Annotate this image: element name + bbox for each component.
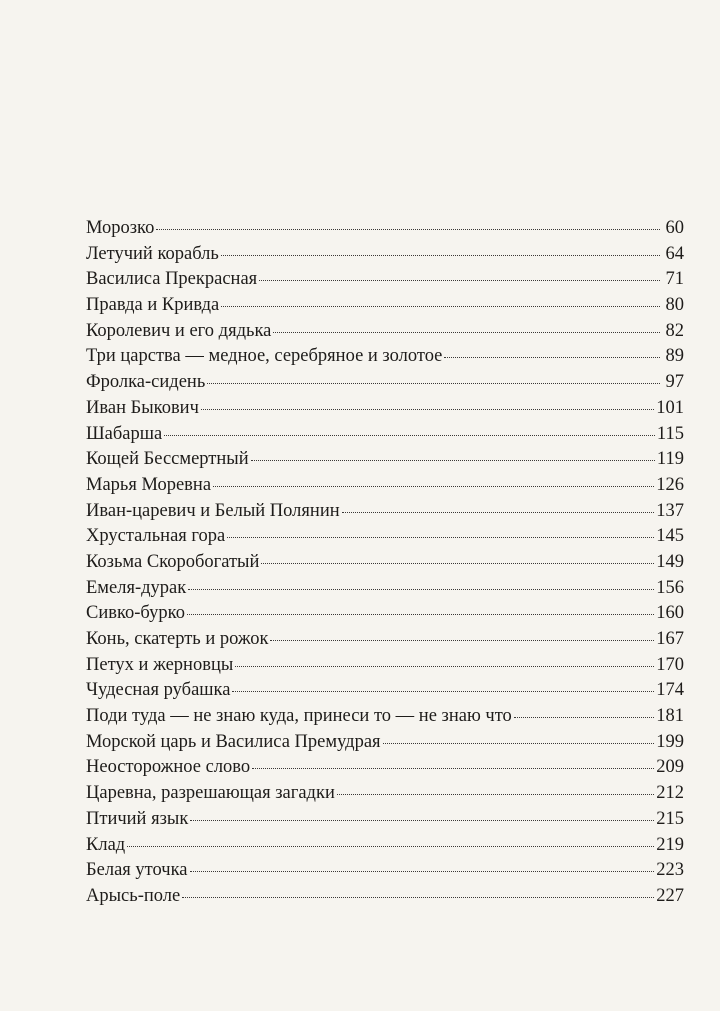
dot-leader — [190, 870, 655, 872]
toc-entry-page-number: 71 — [665, 269, 684, 290]
toc-entry-page-number: 101 — [656, 397, 684, 418]
toc-entry-title: Летучий корабль — [86, 243, 219, 264]
toc-entry-title: Конь, скатерть и рожок — [86, 629, 269, 649]
toc-entry-page-number: 160 — [656, 603, 684, 624]
toc-entry-page-number: 115 — [656, 423, 684, 444]
toc-entry-page-number: 156 — [656, 577, 684, 598]
toc-entry-page-number: 212 — [656, 783, 684, 804]
toc-entry-title: Правда и Кривда — [86, 295, 220, 316]
toc-entry-page-number: 181 — [656, 706, 684, 727]
toc-entry — [86, 524, 684, 550]
toc-entry-page-number: 126 — [656, 474, 684, 495]
toc-entry — [86, 396, 684, 422]
dot-leader — [251, 459, 655, 461]
toc-entry-page-number: 227 — [656, 885, 684, 906]
toc-entry — [86, 499, 684, 525]
dot-leader — [221, 254, 660, 256]
toc-entry-title: Арысь-поле — [86, 885, 181, 906]
dot-leader — [207, 382, 660, 384]
toc-entry — [86, 601, 684, 627]
toc-entry-title: Белая уточка — [86, 860, 188, 881]
toc-entry-title: Поди туда — не знаю куда, принеси то — не знаю что — [86, 706, 512, 727]
toc-entry-title: Емеля-дурак — [86, 577, 187, 598]
toc-entry-title: Шабарша — [86, 423, 163, 444]
toc-entry-title: Сивко-бурко — [86, 603, 185, 624]
dot-leader — [252, 767, 654, 769]
dot-leader — [182, 896, 654, 898]
toc-entry-page-number: 119 — [656, 449, 684, 470]
toc-entry-page-number: 219 — [656, 834, 684, 855]
toc-entry-page-number: 199 — [656, 731, 684, 752]
toc-entry-title: Морозко — [86, 218, 155, 238]
toc-entry-title: Хрустальная гора — [86, 526, 226, 547]
toc-entry — [86, 833, 684, 859]
dot-leader — [156, 228, 660, 230]
dot-leader — [188, 588, 654, 590]
toc-entry-page-number: 174 — [656, 680, 684, 701]
dot-leader — [164, 434, 655, 436]
dot-leader — [190, 819, 654, 821]
toc-entry-page-number: 82 — [665, 320, 684, 341]
dot-leader — [213, 485, 654, 487]
dot-leader — [444, 356, 660, 358]
toc-entry-title: Клад — [86, 834, 126, 855]
toc-entry — [86, 447, 684, 473]
toc-entry-title: Королевич и его дядька — [86, 320, 272, 341]
toc-entry — [86, 755, 684, 781]
toc-entry — [86, 576, 684, 602]
toc-entry-title: Петух и жерновцы — [86, 654, 234, 675]
dot-leader — [337, 793, 654, 795]
toc-entry-title: Птичий язык — [86, 808, 189, 829]
toc-entry-title: Неосторожное слово — [86, 757, 251, 778]
toc-entry-title: Иван-царевич и Белый Полянин — [86, 500, 340, 521]
toc-entry-page-number: 170 — [656, 654, 684, 675]
toc-entry — [86, 293, 684, 319]
toc-entry — [86, 370, 684, 396]
toc-entry-page-number: 97 — [665, 372, 684, 393]
toc-entry — [86, 704, 684, 730]
toc-entry — [86, 422, 684, 448]
toc-entry — [86, 242, 684, 268]
toc-entry-page-number: 137 — [656, 500, 684, 521]
toc-entry — [86, 858, 684, 884]
toc-entry — [86, 730, 684, 756]
dot-leader — [514, 716, 654, 718]
dot-leader — [187, 613, 654, 615]
toc-entry-title: Кощей Бессмертный — [86, 449, 249, 470]
toc-entry — [86, 319, 684, 345]
toc-entry-page-number: 149 — [656, 551, 684, 572]
toc-entry — [86, 216, 684, 242]
dot-leader — [270, 639, 654, 641]
dot-leader — [232, 690, 654, 692]
toc-entry — [86, 627, 684, 653]
toc-entry-title: Козьма Скоробогатый — [86, 551, 260, 572]
table-of-contents — [86, 216, 684, 910]
toc-entry-title: Морской царь и Василиса Премудрая — [86, 731, 381, 752]
toc-entry — [86, 344, 684, 370]
toc-entry — [86, 267, 684, 293]
toc-entry-title: Василиса Прекрасная — [86, 269, 258, 290]
toc-entry-title: Фролка-сидень — [86, 372, 206, 393]
toc-entry-page-number: 215 — [656, 808, 684, 829]
toc-entry-page-number: 145 — [656, 526, 684, 547]
toc-entry-title: Чудесная рубашка — [86, 680, 231, 701]
toc-entry — [86, 781, 684, 807]
toc-entry-page-number: 223 — [656, 860, 684, 881]
toc-entry-title: Царевна, разрешающая загадки — [86, 783, 335, 804]
dot-leader — [383, 742, 655, 744]
toc-entry-page-number: 89 — [665, 346, 684, 367]
dot-leader — [227, 536, 654, 538]
toc-entry — [86, 550, 684, 576]
toc-entry-page-number: 64 — [665, 243, 684, 264]
toc-entry — [86, 473, 684, 499]
toc-entry-page-number: 209 — [656, 757, 684, 778]
dot-leader — [259, 279, 660, 281]
toc-entry-title: Три царства — медное, серебряное и золотое — [86, 346, 443, 367]
toc-entry-title: Марья Моревна — [86, 474, 212, 495]
dot-leader — [261, 562, 654, 564]
dot-leader — [273, 331, 660, 333]
dot-leader — [221, 305, 660, 307]
dot-leader — [201, 408, 654, 410]
toc-entry — [86, 678, 684, 704]
toc-entry-page-number: 80 — [665, 295, 684, 316]
toc-entry — [86, 653, 684, 679]
toc-entry-title: Иван Быкович — [86, 397, 199, 418]
dot-leader — [235, 665, 654, 667]
toc-entry — [86, 807, 684, 833]
toc-entry — [86, 884, 684, 910]
dot-leader — [342, 511, 655, 513]
dot-leader — [127, 845, 654, 847]
toc-entry-page-number: 60 — [665, 218, 684, 238]
toc-entry-page-number: 167 — [656, 629, 684, 649]
